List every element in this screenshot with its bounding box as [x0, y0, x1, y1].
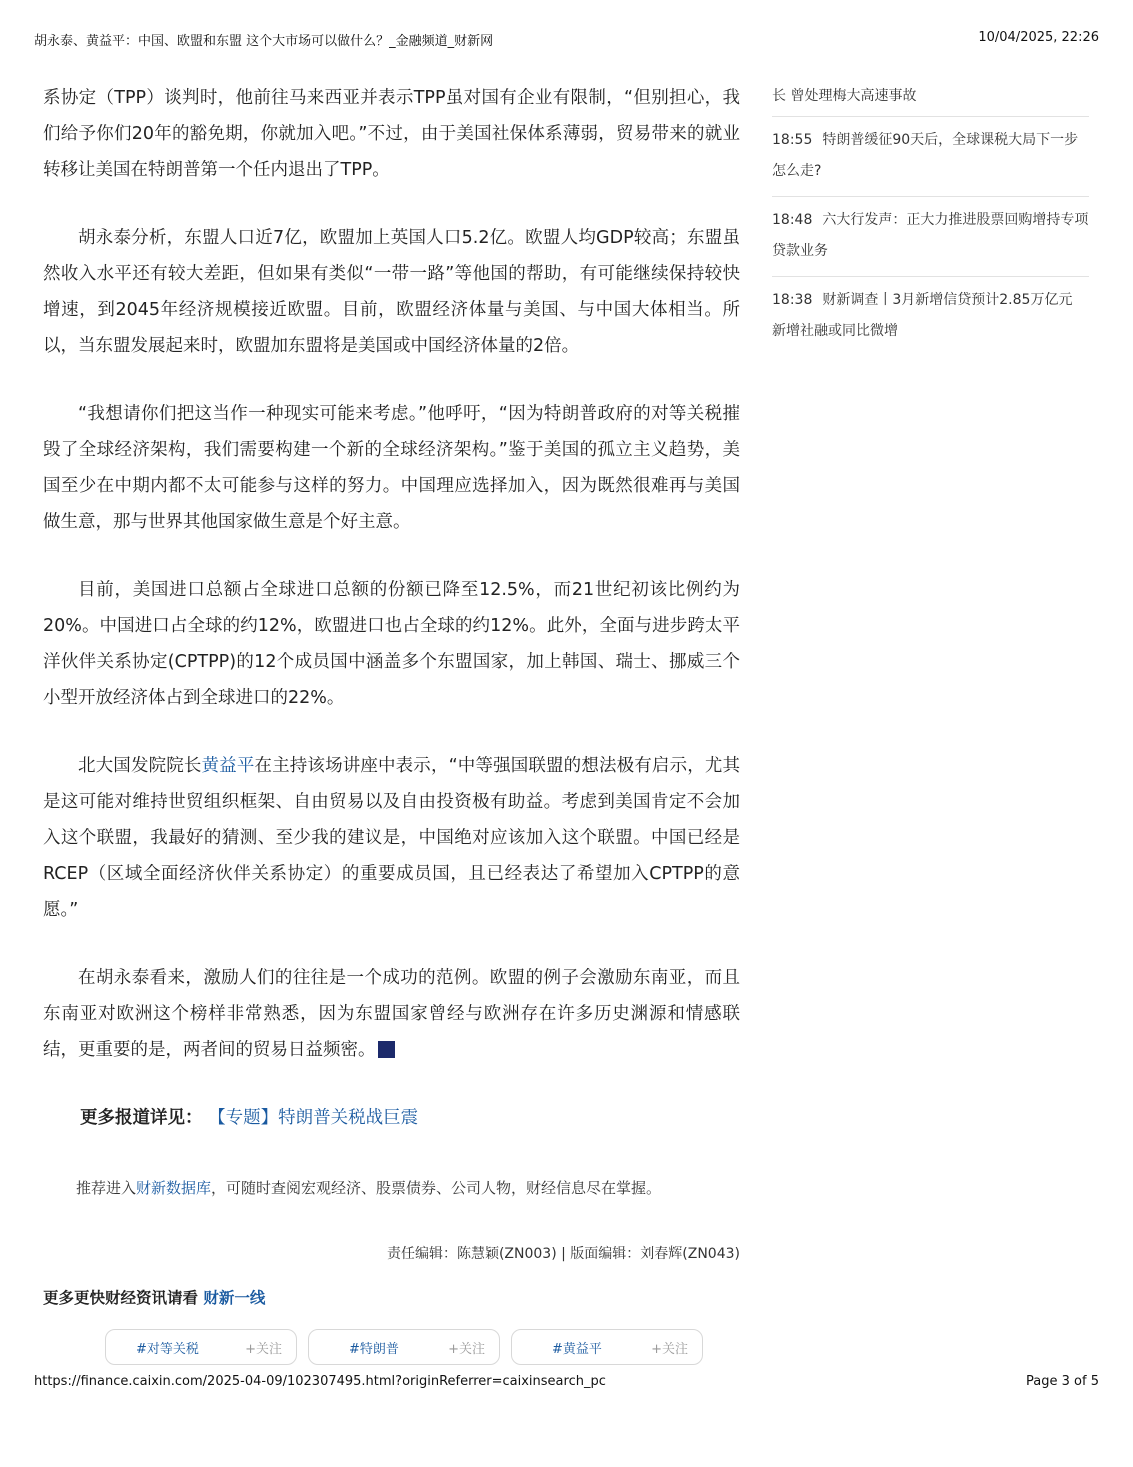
- news-item[interactable]: [772, 277, 1089, 356]
- article-paragraph: [43, 960, 740, 1068]
- more-news-promo: [43, 1286, 265, 1308]
- news-item[interactable]: [772, 197, 1089, 277]
- recommend-text: ，可随时查阅宏观经济、股票债券、公司人物，财经信息尽在掌握。: [211, 1179, 662, 1197]
- caixin-database-link[interactable]: 财新数据库: [136, 1179, 212, 1197]
- print-header: [34, 30, 1099, 50]
- tag-name[interactable]: #特朗普: [349, 1342, 399, 1357]
- news-headline[interactable]: 财新调查丨3月新增信贷预计2.85万亿元 新增社融或同比微增: [772, 292, 1073, 339]
- more-reports: [43, 1100, 740, 1136]
- news-item-fragment[interactable]: 长 曾处理梅大高速事故: [772, 78, 1089, 117]
- paragraph-text: 在胡永泰看来，激励人们的往往是一个成功的范例。欧盟的例子会激励东南亚，而且东南亚对欧洲这个榜样非常熟悉，因为东盟国家曾经与欧洲存在许多历史渊源和情感联结，更重要的是，两者间的贸易日益频密。: [43, 968, 740, 1060]
- news-item[interactable]: [772, 117, 1089, 197]
- tag-chip[interactable]: [105, 1329, 297, 1365]
- follow-button[interactable]: +关注: [448, 1342, 485, 1357]
- person-link-huang-yiping[interactable]: 黄益平: [201, 756, 255, 776]
- follow-button[interactable]: +关注: [651, 1342, 688, 1357]
- article-paragraph: 胡永泰分析，东盟人口近7亿，欧盟加上英国人口5.2亿。欧盟人均GDP较高；东盟虽然收入水平还有较大差距，但如果有类似“一带一路”等他国的帮助，有可能继续保持较快增速，到2045年经济规模接近欧盟。目前，欧盟经济体量与美国、与中国大体相当。所以，当东盟发展起来时，欧盟加东盟将是美国或中国经济体量的2倍。: [43, 228, 740, 356]
- tag-name[interactable]: #黄益平: [552, 1342, 602, 1357]
- more-reports-label: 更多报道详见：: [80, 1108, 203, 1128]
- print-datetime: 10/04/2025, 22:26: [978, 30, 1099, 45]
- recommend-text: 推荐进入: [76, 1179, 137, 1197]
- news-headline[interactable]: 特朗普缓征90天后，全球课税大局下一步怎么走?: [772, 132, 1079, 179]
- tag-chip[interactable]: [511, 1329, 703, 1365]
- news-time: 18:38: [772, 292, 813, 308]
- article-paragraph: “我想请你们把这当作一种现实可能来考虑。”他呼吁，“因为特朗普政府的对等关税摧毁了全球经济架构，我们需要构建一个新的全球经济架构。”鉴于美国的孤立主义趋势，美国至少在中期内都不太可能参与这样的努力。中国理应选择加入，因为既然很难再与美国做生意，那与世界其他国家做生意是个好主意。: [43, 404, 740, 532]
- paragraph-text: 北大国发院院长: [78, 756, 202, 776]
- article-body: [43, 80, 740, 1136]
- tag-chip[interactable]: [308, 1329, 500, 1365]
- print-page-title: 胡永泰、黄益平：中国、欧盟和东盟 这个大市场可以做什么？_金融频道_财新网: [34, 34, 494, 49]
- more-news-label: 更多更快财经资讯请看: [43, 1289, 199, 1307]
- tag-list: [105, 1329, 705, 1357]
- topic-link[interactable]: 【专题】特朗普关税战巨震: [208, 1108, 419, 1128]
- print-page-number: Page 3 of 5: [1026, 1374, 1099, 1389]
- news-feed-sidebar: [772, 78, 1089, 356]
- article-paragraph: 目前，美国进口总额占全球进口总额的份额已降至12.5%，而21世纪初该比例约为20%。中国进口占全球的约12%，欧盟进口也占全球的约12%。此外，全面与进步跨太平洋伙伴关系协定(CPTPP)的12个成员国中涵盖多个东盟国家，加上韩国、瑞士、挪威三个小型开放经济体占到全球进口的22%。: [43, 580, 740, 708]
- follow-button[interactable]: +关注: [245, 1342, 282, 1357]
- article-paragraph: 系协定（TPP）谈判时，他前往马来西亚并表示TPP虽对国有企业有限制，“但别担心，我们给予你们20年的豁免期，你就加入吧。”不过，由于美国社保体系薄弱，贸易带来的就业转移让美国在特朗普第一个任内退出了TPP。: [43, 88, 740, 180]
- paragraph-text: 在主持该场讲座中表示，“中等强国联盟的想法极有启示，尤其是这可能对维持世贸组织框架、自由贸易以及自由投资极有助益。考虑到美国肯定不会加入这个联盟，我最好的猜测、至少我的建议是，中国绝对应该加入这个联盟。中国已经是RCEP（区域全面经济伙伴关系协定）的重要成员国，且已经表达了希望加入CPTPP的意愿。”: [43, 756, 741, 920]
- database-recommendation: [76, 1177, 661, 1198]
- news-time: 18:55: [772, 132, 813, 148]
- tag-name[interactable]: #对等关税: [136, 1342, 199, 1357]
- editor-credits: 责任编辑：陈慧颖(ZN003) | 版面编辑：刘春辉(ZN043): [386, 1246, 740, 1262]
- news-headline[interactable]: 六大行发声：正大力推进股票回购增持专项贷款业务: [772, 212, 1089, 259]
- caixin-yixian-link[interactable]: 财新一线: [203, 1289, 266, 1307]
- caixin-end-mark-icon: 财: [378, 1041, 395, 1058]
- print-url: https://finance.caixin.com/2025-04-09/102307495.html?originReferrer=caixinsearch_pc: [34, 1374, 606, 1389]
- article-paragraph: [43, 748, 740, 928]
- print-footer: [34, 1374, 1099, 1394]
- news-time: 18:48: [772, 212, 813, 228]
